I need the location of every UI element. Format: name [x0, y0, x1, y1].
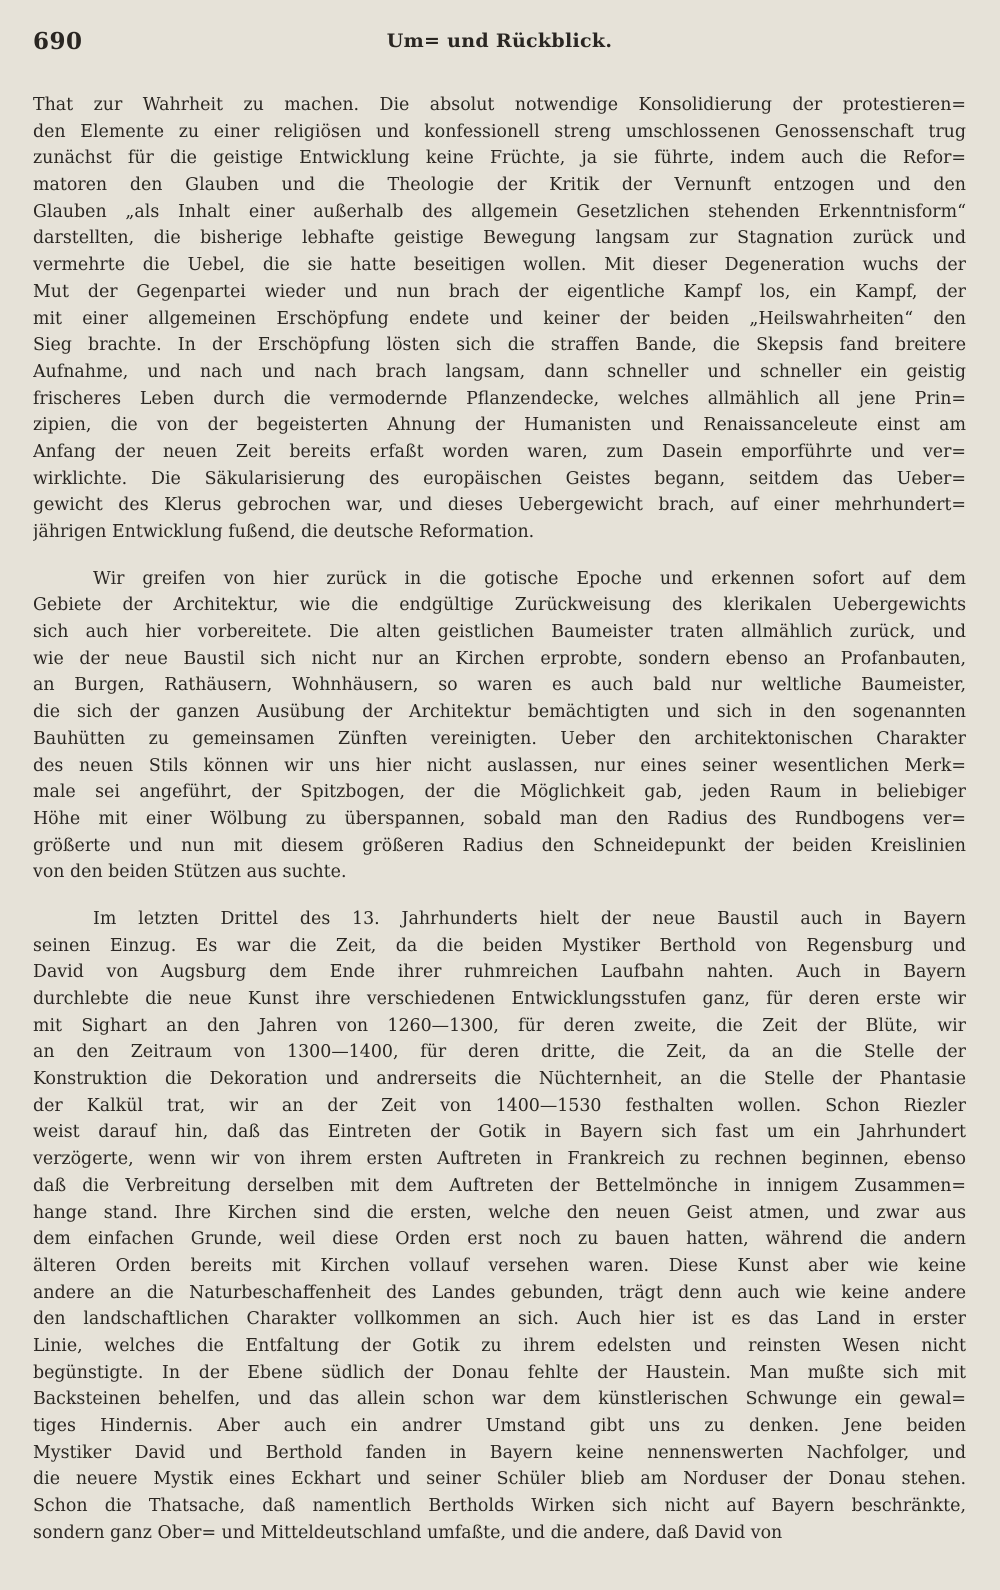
body-text: [33, 92, 966, 1546]
text-line: die sich der ganzen Ausübung der Architektur bemächtigten und sich in den sogenannten: [33, 702, 966, 723]
text-line: an Burgen, Rathäusern, Wohnhäusern, so waren es auch bald nur weltliche Baumeister,: [33, 675, 966, 696]
page-header: [33, 28, 966, 62]
paragraph-3: [33, 906, 966, 1547]
text-line: Schon die Thatsache, daß namentlich Bertholds Wirken sich nicht auf Bayern beschränkte,: [33, 1496, 966, 1517]
text-line: Gebiete der Architektur, wie die endgültige Zurückweisung des klerikalen Uebergewichts: [33, 595, 966, 616]
text-line: That zur Wahrheit zu machen. Die absolut notwendige Konsolidierung der protestieren=: [33, 95, 966, 115]
text-line: dem einfachen Grunde, weil diese Orden erst noch zu bauen hatten, während die andern: [33, 1229, 966, 1250]
text-line: Mut der Gegenpartei wieder und nun brach der eigentliche Kampf los, ein Kampf, der: [33, 281, 966, 302]
text-line: Wir greifen von hier zurück in die gotische Epoche und erkennen sofort auf dem: [93, 568, 966, 589]
text-line: Bauhütten zu gemeinsamen Zünften vereinigten. Ueber den architektonischen Charakter: [33, 728, 966, 749]
text-line: die neuere Mystik eines Eckhart und seiner Schüler blieb am Norduser der Donau stehen.: [33, 1469, 966, 1490]
text-line: sondern ganz Ober= und Mitteldeutschland umfaßte, und die andere, daß David von: [33, 1522, 783, 1543]
text-line: David von Augsburg dem Ende ihrer ruhmreichen Laufbahn nahten. Auch in Bayern: [33, 962, 966, 983]
text-line: wie der neue Baustil sich nicht nur an Kirchen erprobte, sondern ebenso an Profanbauten,: [33, 648, 966, 669]
text-line: frischeres Leben durch die vermodernde Pflanzendecke, welches allmählich all jene Prin=: [33, 388, 966, 409]
text-line: durchlebte die neue Kunst ihre verschiedenen Entwicklungsstufen ganz, für deren erste wir: [33, 989, 966, 1009]
text-line: Backsteinen behelfen, und das allein schon war dem künstlerischen Schwunge ein gewal=: [33, 1389, 966, 1410]
text-line: hange stand. Ihre Kirchen sind die ersten, welche den neuen Geist atmen, und zwar aus: [33, 1202, 966, 1223]
text-line: Anfang der neuen Zeit bereits erfaßt worden waren, zum Dasein emporführte und ver=: [33, 441, 966, 462]
text-line: Im letzten Drittel des 13. Jahrhunderts hielt der neue Baustil auch in Bayern: [93, 908, 966, 929]
text-line: Linie, welches die Entfaltung der Gotik zu ihrem edelsten und reinsten Wesen nicht: [33, 1335, 966, 1356]
text-line: an den Zeitraum von 1300—1400, für deren dritte, die Zeit, da an die Stelle der: [33, 1042, 966, 1063]
text-line: tiges Hindernis. Aber auch ein andrer Umstand gibt uns zu denken. Jene beiden: [33, 1416, 966, 1436]
text-line: seinen Einzug. Es war die Zeit, da die beiden Mystiker Berthold von Regensburg und: [33, 935, 966, 956]
text-line: zipien, die von der begeisterten Ahnung der Humanisten und Renaissanceleute einst am: [33, 415, 966, 436]
text-line: der Kalkül trat, wir an der Zeit von 1400—1530 festhalten wollen. Schon Riezler: [33, 1095, 966, 1116]
text-line: von den beiden Stützen aus suchte.: [33, 862, 347, 883]
text-line: sich auch hier vorbereitete. Die alten geistlichen Baumeister traten allmählich zurück, und: [33, 622, 966, 643]
text-line: weist darauf hin, daß das Eintreten der Gotik in Bayern sich fast um ein Jahrhundert: [33, 1122, 966, 1143]
text-line: begünstigte. In der Ebene südlich der Donau fehlte der Haustein. Man mußte sich mit: [33, 1362, 966, 1383]
text-line: Mystiker David und Berthold fanden in Bayern keine nennenswerten Nachfolger, und: [33, 1442, 966, 1463]
text-line: matoren den Glauben und die Theologie der Kritik der Vernunft entzogen und den: [33, 175, 966, 196]
paragraph-2: [33, 566, 966, 886]
text-line: darstellten, die bisherige lebhafte geistige Bewegung langsam zur Stagnation zurück und: [33, 228, 966, 249]
running-title: Um= und Rückblick.: [386, 30, 613, 52]
text-line: verzögerte, wenn wir von ihrem ersten Auftreten in Frankreich zu rechnen beginnen, ebenso: [33, 1149, 966, 1170]
text-line: den Elemente zu einer religiösen und konfessionell streng umschlossenen Genossenschaft trug: [33, 121, 966, 142]
text-line: älteren Orden bereits mit Kirchen vollauf versehen waren. Diese Kunst aber wie keine: [33, 1255, 966, 1276]
text-line: jährigen Entwicklung fußend, die deutsche Reformation.: [33, 522, 535, 542]
text-line: Höhe mit einer Wölbung zu überspannen, sobald man den Radius des Rundbogens ver=: [33, 808, 966, 829]
text-line: mit Sighart an den Jahren von 1260—1300, für deren zweite, die Zeit der Blüte, wir: [33, 1015, 966, 1036]
text-line: des neuen Stils können wir uns hier nicht auslassen, nur eines seiner wesentlichen Merk=: [33, 755, 966, 776]
text-line: mit einer allgemeinen Erschöpfung endete und keiner der beiden „Heilswahrheiten“ den: [33, 308, 966, 329]
text-line: daß die Verbreitung derselben mit dem Auftreten der Bettelmönche in innigem Zusammen=: [33, 1175, 966, 1196]
text-line: Konstruktion die Dekoration und andrerseits die Nüchternheit, an die Stelle der Phantasie: [33, 1069, 966, 1090]
text-line: gewicht des Klerus gebrochen war, und dieses Uebergewicht brach, auf einer mehrhundert=: [33, 495, 966, 516]
text-line: den landschaftlichen Charakter vollkommen an sich. Auch hier ist es das Land in erster: [33, 1309, 966, 1330]
text-line: andere an die Naturbeschaffenheit des Landes gebunden, trägt denn auch wie keine andere: [33, 1282, 966, 1303]
text-line: vermehrte die Uebel, die sie hatte beseitigen wollen. Mit dieser Degeneration wuchs der: [33, 255, 966, 276]
text-line: wirklichte. Die Säkularisierung des europäischen Geistes begann, seitdem das Ueber=: [33, 468, 966, 489]
text-line: Sieg brachte. In der Erschöpfung lösten sich die straffen Bande, die Skepsis fand breitere: [33, 335, 966, 356]
page-number: 690: [33, 28, 83, 55]
text-line: zunächst für die geistige Entwicklung keine Früchte, ja sie führte, indem auch die Refor=: [33, 148, 966, 169]
text-line: Aufnahme, und nach und nach brach langsam, dann schneller und schneller ein geistig: [33, 361, 966, 382]
text-line: male sei angeführt, der Spitzbogen, der die Möglichkeit gab, jeden Raum in beliebiger: [33, 782, 966, 803]
text-line: Glauben „als Inhalt einer außerhalb des allgemein Gesetzlichen stehenden Erkenntnisform“: [33, 201, 966, 222]
text-line: größerte und nun mit diesem größeren Radius den Schneidepunkt der beiden Kreislinien: [33, 835, 966, 856]
paragraph-1: [33, 92, 966, 546]
